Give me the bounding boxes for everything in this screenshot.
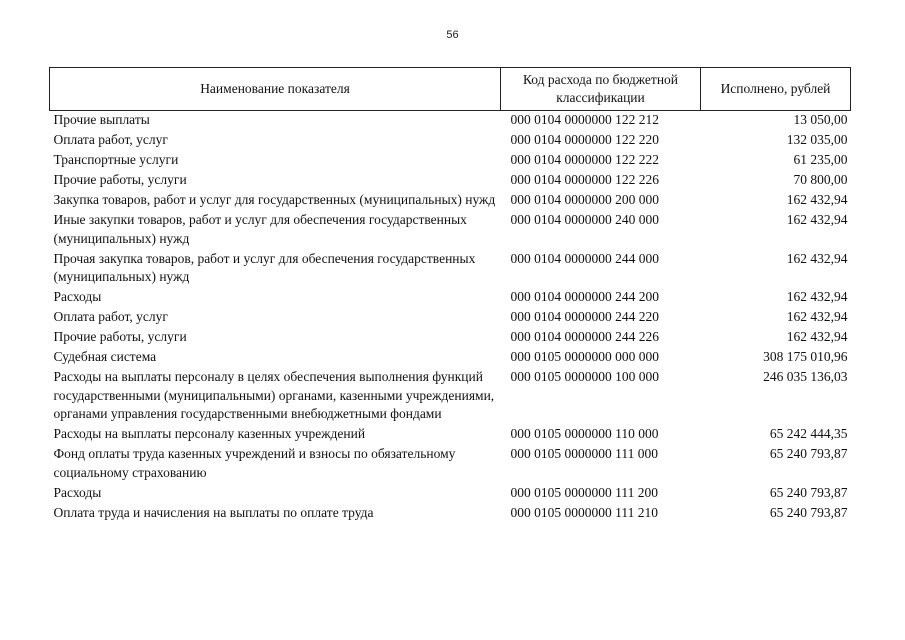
- indicator-name: Судебная система: [53, 349, 157, 364]
- executed-amount: 162 432,94: [786, 289, 848, 304]
- expense-code: 000 0104 0000000 200 000: [510, 192, 659, 207]
- indicator-name: Прочие работы, услуги: [53, 329, 187, 344]
- expense-code: 000 0104 0000000 122 212: [510, 112, 659, 127]
- executed-amount: 162 432,94: [786, 309, 848, 324]
- expense-code: 000 0104 0000000 244 226: [510, 329, 659, 344]
- header-indicator-name: Наименование показателя: [50, 68, 501, 111]
- indicator-name: Оплата работ, услуг: [53, 132, 168, 147]
- table-row: [50, 484, 851, 504]
- budget-execution-table: [49, 67, 851, 524]
- executed-amount: 162 432,94: [786, 250, 848, 266]
- indicator-name: Расходы на выплаты персоналу казенных учреждений: [53, 426, 366, 441]
- expense-code: 000 0105 0000000 000 000: [510, 349, 659, 364]
- indicator-name: Иные закупки товаров, работ и услуг для обеспечения государственных (муниципальных) нужд: [53, 212, 467, 246]
- indicator-name: Прочие выплаты: [53, 112, 150, 127]
- header-expense-code: Код расхода по бюджетной классификации: [501, 68, 701, 111]
- table-row: [50, 131, 851, 151]
- table-row: [50, 504, 851, 524]
- expense-code: 000 0105 0000000 111 210: [510, 504, 658, 520]
- table-row: [50, 111, 851, 132]
- indicator-name: Прочие работы, услуги: [53, 172, 187, 187]
- table-row: [50, 191, 851, 211]
- executed-amount: 65 240 793,87: [769, 484, 848, 500]
- executed-amount: 70 800,00: [793, 172, 848, 187]
- expense-code: 000 0104 0000000 240 000: [510, 212, 659, 227]
- indicator-name: Расходы на выплаты персоналу в целях обеспечения выполнения функций государственными (муниципальными) органами, казенными учреждениями, органами управления государственными внебюджетными фондами: [53, 369, 495, 421]
- table-row: [50, 308, 851, 328]
- expense-code: 000 0105 0000000 111 200: [510, 484, 658, 500]
- indicator-name: Оплата труда и начисления на выплаты по оплате труда: [53, 504, 374, 520]
- table-row: [50, 211, 851, 250]
- expense-code: 000 0104 0000000 244 220: [510, 309, 659, 324]
- table-header-row: [50, 68, 851, 111]
- indicator-name: Транспортные услуги: [53, 152, 179, 167]
- executed-amount: 65 240 793,87: [769, 504, 848, 520]
- executed-amount: 61 235,00: [793, 152, 848, 167]
- indicator-name: Фонд оплаты труда казенных учреждений и взносы по обязательному социальному страхованию: [53, 446, 456, 480]
- executed-amount: 13 050,00: [793, 112, 848, 127]
- expense-code: 000 0105 0000000 110 000: [510, 426, 659, 441]
- expense-code: 000 0104 0000000 122 220: [510, 132, 659, 147]
- header-executed-amount: Исполнено, рублей: [701, 68, 851, 111]
- table-row: [50, 151, 851, 171]
- expense-code: 000 0104 0000000 122 226: [510, 172, 659, 187]
- expense-code: 000 0105 0000000 111 000: [510, 446, 658, 461]
- executed-amount: 246 035 136,03: [763, 369, 848, 384]
- expense-code: 000 0105 0000000 100 000: [510, 369, 659, 384]
- expense-code: 000 0104 0000000 244 200: [510, 289, 659, 304]
- executed-amount: 132 035,00: [786, 132, 848, 147]
- table-row: [50, 368, 851, 425]
- table-row: [50, 445, 851, 484]
- expense-code: 000 0104 0000000 244 000: [510, 250, 659, 266]
- expense-code: 000 0104 0000000 122 222: [510, 152, 659, 167]
- indicator-name: Расходы: [53, 289, 102, 304]
- indicator-name: Расходы: [53, 484, 102, 500]
- table-row: [50, 288, 851, 308]
- indicator-name: Оплата работ, услуг: [53, 309, 168, 324]
- table-row: [50, 171, 851, 191]
- table-row: [50, 250, 851, 289]
- executed-amount: 162 432,94: [786, 192, 848, 207]
- indicator-name: Закупка товаров, работ и услуг для государственных (муниципальных) нужд: [53, 192, 496, 207]
- executed-amount: 65 240 793,87: [769, 446, 848, 461]
- indicator-name: Прочая закупка товаров, работ и услуг для обеспечения государственных (муниципальных) нужд: [53, 250, 476, 284]
- table-body: [50, 111, 851, 524]
- table-row: [50, 328, 851, 348]
- executed-amount: 65 242 444,35: [769, 426, 848, 441]
- table-row: [50, 425, 851, 445]
- page-number: 56: [446, 29, 459, 41]
- executed-amount: 162 432,94: [786, 212, 848, 227]
- table-row: [50, 348, 851, 368]
- executed-amount: 308 175 010,96: [763, 349, 848, 364]
- executed-amount: 162 432,94: [786, 329, 848, 344]
